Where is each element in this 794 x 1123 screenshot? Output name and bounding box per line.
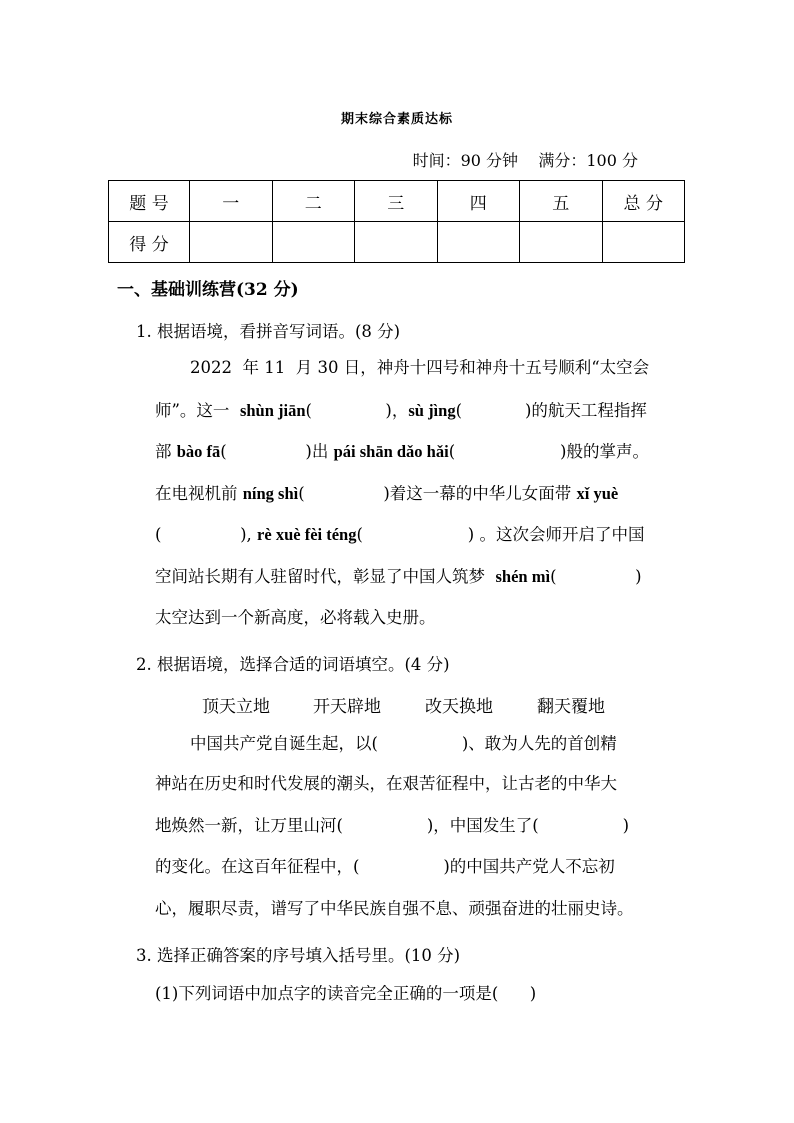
score-input-cell[interactable] — [355, 222, 438, 263]
q1-line-5 — [155, 527, 645, 544]
score-table-score-row — [109, 222, 685, 263]
answer-blank[interactable]: ( )， — [305, 401, 409, 420]
q1-line-6 — [155, 569, 642, 586]
q2-line-1: 中国共产党自诞生起，以( )、敢为人先的首创精 — [190, 734, 617, 753]
score-input-cell[interactable] — [190, 222, 273, 263]
question-3-title: 3. 选择正确答案的序号填入括号里。(10 分) — [136, 946, 461, 965]
section-title: 一、基础训练营(32 分) — [117, 280, 299, 300]
score-input-cell[interactable] — [520, 222, 603, 263]
pinyin: shùn jiān — [239, 401, 306, 420]
q2-line-2: 神站在历史和时代发展的潮头，在艰苦征程中，让古老的中华大 — [155, 774, 617, 793]
score-table-cell: 五 — [520, 181, 603, 222]
q1-line-2 — [155, 403, 647, 420]
q1-line-7: 太空达到一个新高度，必将载入史册。 — [155, 608, 436, 627]
pinyin: níng shì — [242, 484, 299, 503]
text: 空间站长期有人驻留时代，彰显了中国人筑梦 — [155, 567, 496, 586]
time-info: 时间：90 分钟 满分：100 分 — [412, 151, 638, 170]
answer-blank[interactable]: ( )的航天工程指挥 — [455, 401, 647, 420]
score-input-cell[interactable] — [437, 222, 520, 263]
pinyin: shén mì — [495, 567, 551, 586]
score-table-cell: 题 号 — [109, 181, 190, 222]
score-table-cell: 四 — [437, 181, 520, 222]
q3-sub-1: (1)下列词语中加点字的读音完全正确的一项是( ) — [155, 984, 537, 1003]
q1-line-1: 2022 年 11 月 30 日，神舟十四号和神舟十五号顺利“太空会 — [190, 358, 650, 377]
answer-blank[interactable]: ( ), — [155, 525, 258, 544]
q1-line-4 — [155, 486, 618, 503]
pinyin: xǐ yuè — [576, 484, 619, 503]
pinyin: bào fā — [176, 442, 221, 461]
question-2-title: 2. 根据语境，选择合适的词语填空。(4 分) — [136, 655, 450, 674]
pinyin: pái shān dǎo hǎi — [333, 442, 449, 461]
q2-line-5: 心，履职尽责，谱写了中华民族自强不息、顽强奋进的壮丽史诗。 — [155, 899, 634, 918]
score-table — [108, 180, 685, 263]
pinyin: rè xuè fèi téng — [257, 525, 357, 544]
word-option: 改天换地 — [425, 697, 493, 717]
answer-blank[interactable]: ( )着这一幕的中华儿女面带 — [298, 484, 577, 503]
q2-line-4: 的变化。在这百年征程中，( )的中国共产党人不忘初 — [155, 857, 615, 876]
score-table-header-row — [109, 181, 685, 222]
answer-blank[interactable]: ( ) — [550, 567, 642, 586]
text: 师”。这一 — [155, 401, 240, 420]
answer-blank[interactable]: ( ) 。这次会师开启了中国 — [356, 525, 645, 544]
score-table-cell: 得 分 — [109, 222, 190, 263]
q2-line-3: 地焕然一新，让万里山河( )，中国发生了( ) — [155, 816, 630, 835]
score-input-cell[interactable] — [272, 222, 355, 263]
answer-blank[interactable]: ( )般的掌声。 — [448, 442, 649, 461]
score-table-cell: 一 — [190, 181, 273, 222]
q1-line-3 — [155, 444, 649, 461]
word-option: 翻天覆地 — [537, 697, 605, 717]
score-table-cell: 总 分 — [602, 181, 685, 222]
exam-title: 期末综合素质达标 — [340, 112, 453, 127]
text: 部 — [155, 442, 177, 461]
question-1-title: 1. 根据语境，看拼音写词语。(8 分) — [136, 322, 401, 341]
pinyin: sù jìng — [408, 401, 456, 420]
word-option: 开天辟地 — [313, 697, 381, 717]
score-table-cell: 三 — [355, 181, 438, 222]
answer-blank[interactable]: ( )出 — [220, 442, 334, 461]
score-table-cell: 二 — [272, 181, 355, 222]
word-option: 顶天立地 — [202, 697, 270, 717]
score-input-cell[interactable] — [602, 222, 685, 263]
text: 在电视机前 — [155, 484, 243, 503]
